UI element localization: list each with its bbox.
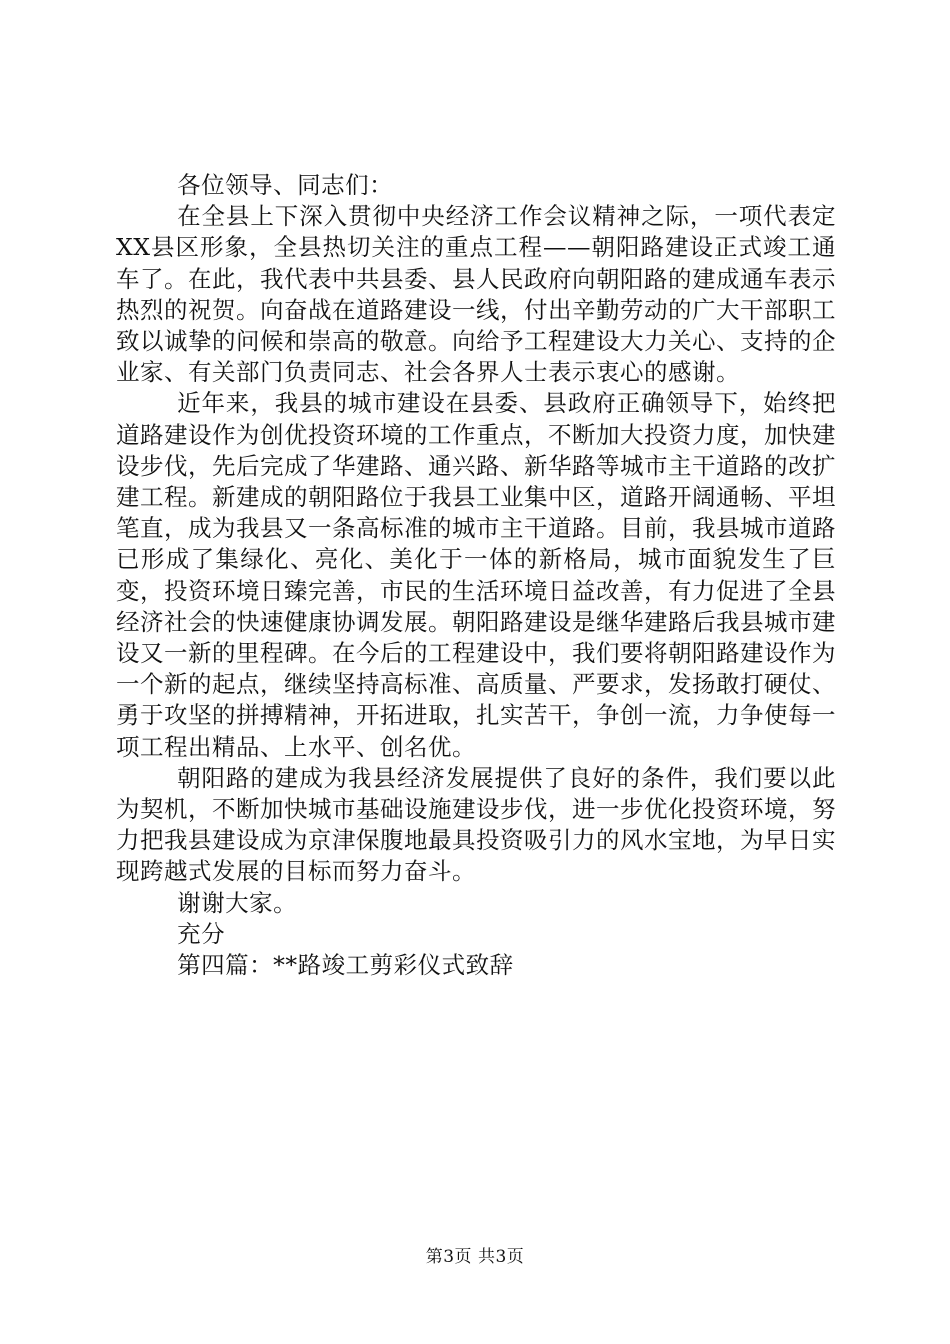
document-body bbox=[116, 170, 836, 981]
salutation: 各位领导、同志们： bbox=[177, 171, 394, 199]
closing-line: 谢谢大家。 bbox=[177, 888, 298, 917]
page-footer: 第3页 共3页 bbox=[425, 1247, 525, 1267]
next-section-title: 第四篇：**路竣工剪彩仪式致辞 bbox=[177, 951, 514, 980]
paragraph-1: 在全县上下深入贯彻中央经济工作会议精神之际，一项代表定XX县区形象，全县热切关注的重点工程——朝阳路建设正式竣工通车了。在此，我代表中共县委、县人民政府向朝阳路的建成通车表示热烈的祝贺。向奋战在道路建设一线，付出辛勤劳动的广大干部职工致以诚挚的问候和崇高的敬意。向给予工程建设大力关心、支持的企业家、有关部门负责同志、社会各界人士表示衷心的感谢。 bbox=[116, 202, 836, 387]
paragraph-2: 近年来，我县的城市建设在县委、县政府正确领导下，始终把道路建设作为创优投资环境的工作重点，不断加大投资力度，加快建设步伐，先后完成了华建路、通兴路、新华路等城市主干道路的改扩建工程。新建成的朝阳路位于我县工业集中区，道路开阔通畅、平坦笔直，成为我县又一条高标准的城市主干道路。目前，我县城市道路已形成了集绿化、亮化、美化于一体的新格局，城市面貌发生了巨变，投资环境日臻完善，市民的生活环境日益改善，有力促进了全县经济社会的快速健康协调发展。朝阳路建设是继华建路后我县城市建设又一新的里程碑。在今后的工程建设中，我们要将朝阳路建设作为一个新的起点，继续坚持高标准、高质量、严要求，发扬敢打硬仗、勇于攻坚的拼搏精神，开拓进取，扎实苦干，争创一流，力争使每一项工程出精品、上水平、创名优。 bbox=[116, 389, 836, 761]
note-line: 充分 bbox=[177, 919, 226, 948]
paragraph-3: 朝阳路的建成为我县经济发展提供了良好的条件，我们要以此为契机，不断加快城市基础设施建设步伐，进一步优化投资环境，努力把我县建设成为京津保腹地最具投资吸引力的风水宝地，为早日实现跨越式发展的目标而努力奋斗。 bbox=[116, 763, 836, 886]
